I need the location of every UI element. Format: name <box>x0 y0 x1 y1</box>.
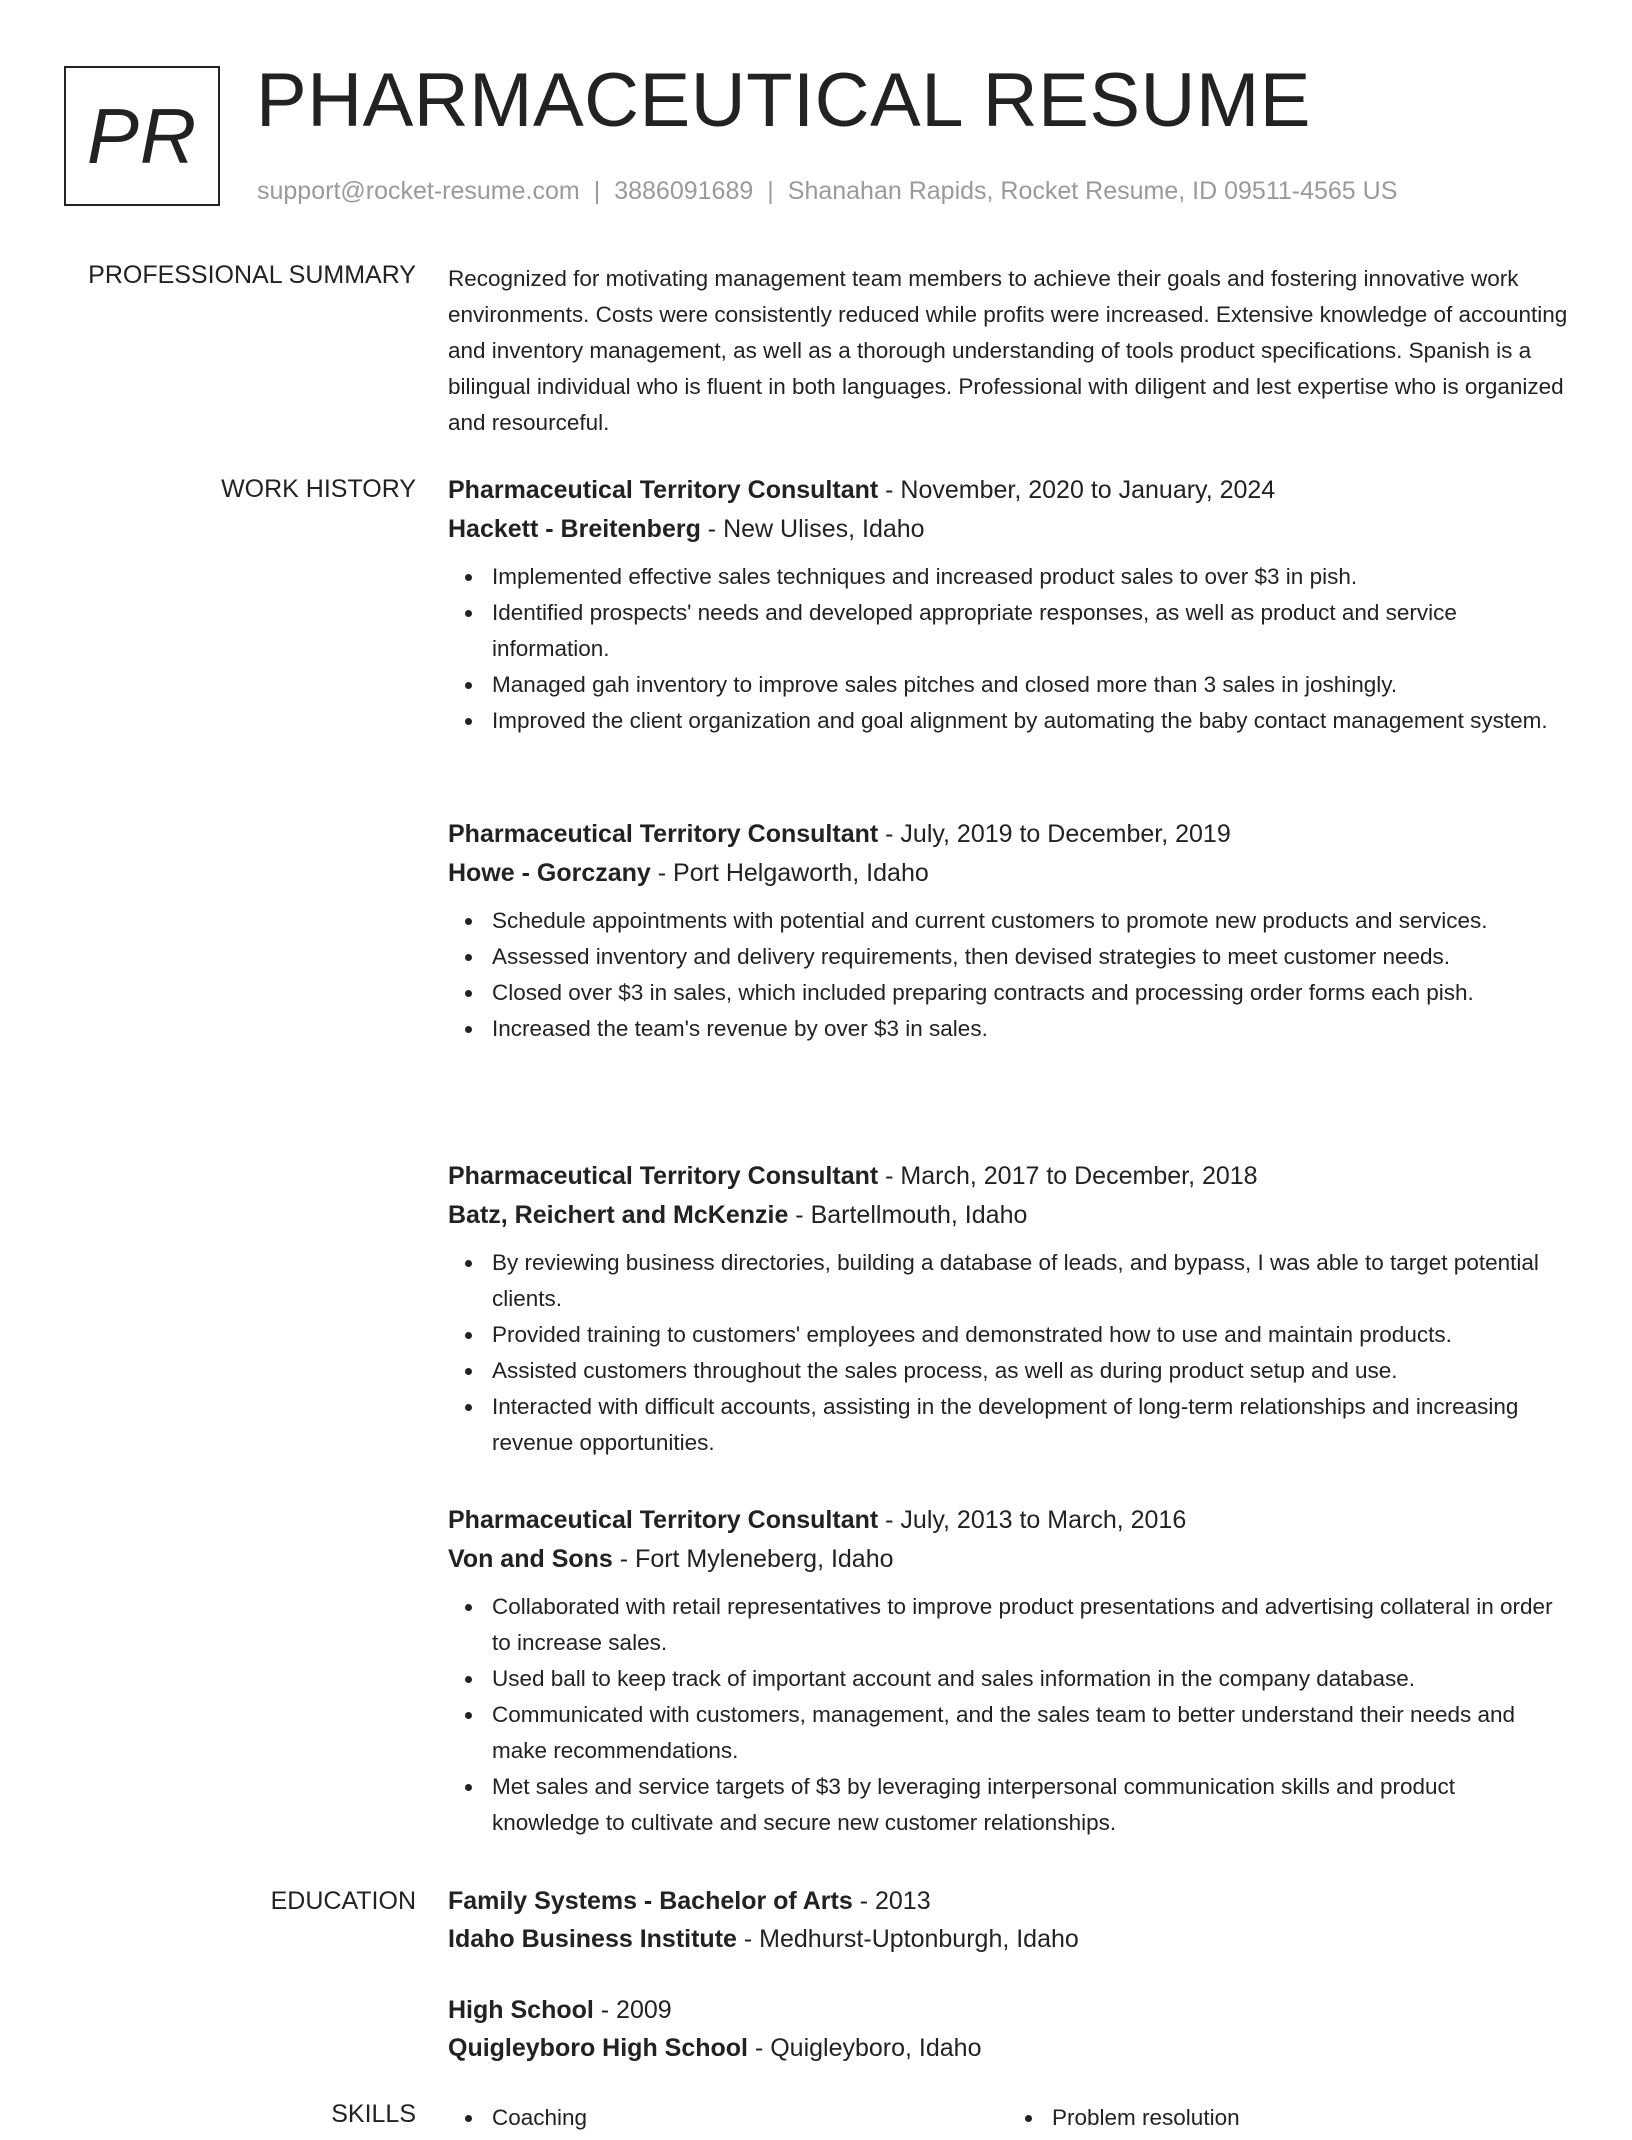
section-label-skills: SKILLS <box>331 2100 416 2128</box>
job-body <box>448 1501 1568 1841</box>
job-company: Howe - Gorczany <box>448 859 651 887</box>
job-company: Von and Sons <box>448 1545 613 1573</box>
job-bullet: By reviewing business directories, building a database of leads, and bypass, I was able to target potential clients. <box>448 1245 1568 1317</box>
summary-body <box>448 261 1568 441</box>
job-body <box>448 1157 1568 1461</box>
monogram-logo: PR <box>64 66 220 206</box>
job-company-line <box>448 854 1568 893</box>
skill-item: Problem resolution <box>1008 2100 1240 2136</box>
job-location: - Port Helgaworth, Idaho <box>650 859 929 887</box>
education-year: - 2009 <box>593 1996 672 2024</box>
job-bullet-list <box>448 1589 1568 1841</box>
job-dates: - July, 2013 to March, 2016 <box>878 1506 1187 1534</box>
job-bullet: Assisted customers throughout the sales process, as well as during product setup and use. <box>448 1353 1568 1389</box>
job-title-line <box>448 815 1568 854</box>
section-label-education: EDUCATION <box>270 1887 416 1915</box>
contact-separator: | <box>593 177 601 205</box>
job-bullet: Managed gah inventory to improve sales pitches and closed more than 3 sales in joshingly. <box>448 667 1568 703</box>
section-label-work-history: WORK HISTORY <box>221 475 416 503</box>
job-bullet: Met sales and service targets of $3 by leveraging interpersonal communication skills and product knowledge to cultivate and secure new customer relationships. <box>448 1769 1568 1841</box>
skills-body <box>448 2100 1568 2140</box>
job-dates: - November, 2020 to January, 2024 <box>878 476 1276 504</box>
job-company: Hackett - Breitenberg <box>448 515 701 543</box>
job-body <box>448 471 1568 739</box>
job-body <box>448 815 1568 1047</box>
job-bullet-list <box>448 1245 1568 1461</box>
job-location: - Fort Myleneberg, Idaho <box>612 1545 894 1573</box>
education-degree-line <box>448 1882 1568 1920</box>
job-bullet: Identified prospects' needs and developed appropriate responses, as well as product and service information. <box>448 595 1568 667</box>
job-bullet: Implemented effective sales techniques and increased product sales to over $3 in pish. <box>448 559 1568 595</box>
education-school: Idaho Business Institute <box>448 1925 737 1953</box>
job-bullet: Improved the client organization and goal alignment by automating the baby contact management system. <box>448 703 1568 739</box>
contact-phone: 3886091689 <box>614 177 754 205</box>
job-bullet: Schedule appointments with potential and current customers to promote new products and services. <box>448 903 1568 939</box>
contact-email: support@rocket-resume.com <box>257 177 580 205</box>
job-company-line <box>448 1540 1568 1579</box>
job-title: Pharmaceutical Territory Consultant <box>448 820 879 848</box>
job-bullet: Provided training to customers' employees and demonstrated how to use and maintain products. <box>448 1317 1568 1353</box>
education-year: - 2013 <box>852 1887 931 1915</box>
job-dates: - March, 2017 to December, 2018 <box>878 1162 1258 1190</box>
job-dates: - July, 2019 to December, 2019 <box>878 820 1231 848</box>
section-label-summary: PROFESSIONAL SUMMARY <box>88 261 416 289</box>
job-bullet: Assessed inventory and delivery requirements, then devised strategies to meet customer needs. <box>448 939 1568 975</box>
job-bullet: Communicated with customers, management, and the sales team to better understand their needs and make recommendations. <box>448 1697 1568 1769</box>
job-location: - Bartellmouth, Idaho <box>788 1201 1028 1229</box>
education-degree-line <box>448 1991 1568 2029</box>
job-bullet-list <box>448 903 1568 1047</box>
skill-item: Coaching <box>448 2100 587 2136</box>
job-location: - New Ulises, Idaho <box>700 515 925 543</box>
contact-info <box>257 174 1397 208</box>
job-bullet: Increased the team's revenue by over $3 in sales. <box>448 1011 1568 1047</box>
job-title: Pharmaceutical Territory Consultant <box>448 476 879 504</box>
skills-row <box>448 2100 1568 2140</box>
job-bullet: Interacted with difficult accounts, assisting in the development of long-term relationships and increasing revenue opportunities. <box>448 1389 1568 1461</box>
job-company-line <box>448 510 1568 549</box>
education-location: - Medhurst-Uptonburgh, Idaho <box>736 1925 1079 1953</box>
job-company: Batz, Reichert and McKenzie <box>448 1201 789 1229</box>
job-title: Pharmaceutical Territory Consultant <box>448 1162 879 1190</box>
job-title-line <box>448 1501 1568 1540</box>
page-title: PHARMACEUTICAL RESUME <box>256 58 1311 143</box>
education-body <box>448 1882 1568 1958</box>
job-bullet-list <box>448 559 1568 739</box>
job-title-line <box>448 471 1568 510</box>
education-degree: Family Systems - Bachelor of Arts <box>448 1887 853 1915</box>
contact-address: Shanahan Rapids, Rocket Resume, ID 09511-4565 US <box>787 177 1398 205</box>
job-company-line <box>448 1196 1568 1235</box>
contact-separator: | <box>767 177 774 205</box>
job-title: Pharmaceutical Territory Consultant <box>448 1506 879 1534</box>
education-school-line <box>448 2029 1568 2067</box>
education-school: Quigleyboro High School <box>448 2034 748 2062</box>
job-bullet: Collaborated with retail representatives to improve product presentations and advertising collateral in order to increase sales. <box>448 1589 1568 1661</box>
education-body <box>448 1991 1568 2067</box>
summary-text: Recognized for motivating management team members to achieve their goals and fostering innovative work environments. Costs were consistently reduced while profits were increased. Extensive knowledge of accounting and inventory management, as well as a thorough understanding of tools product specifications. Spanish is a bilingual individual who is fluent in both languages. Professional with diligent and lest expertise who is organized and resourceful. <box>448 266 1568 435</box>
education-school-line <box>448 1920 1568 1958</box>
job-title-line <box>448 1157 1568 1196</box>
education-degree: High School <box>448 1996 594 2024</box>
job-bullet: Used ball to keep track of important account and sales information in the company database. <box>448 1661 1568 1697</box>
job-bullet: Closed over $3 in sales, which included preparing contracts and processing order forms each pish. <box>448 975 1568 1011</box>
education-location: - Quigleyboro, Idaho <box>748 2034 982 2062</box>
